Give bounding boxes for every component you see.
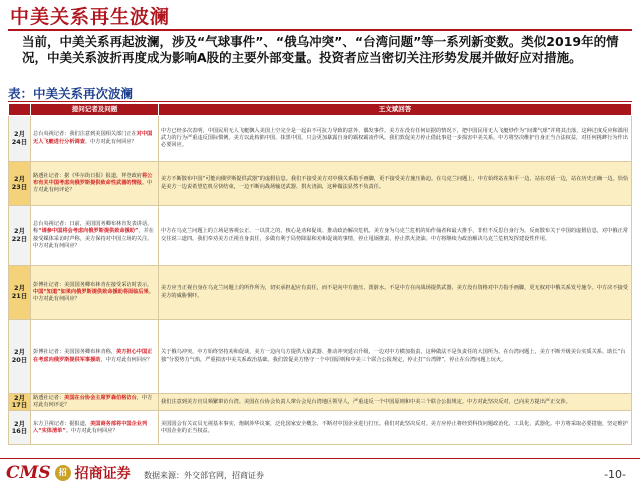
row-question: [31, 266, 159, 320]
row-question: [31, 116, 159, 162]
table-row: [9, 162, 632, 206]
logo-cms-text: CMS: [6, 463, 51, 483]
table-row: [9, 411, 632, 445]
header-answer: 王文斌回答: [159, 104, 632, 116]
table-body: [9, 116, 632, 445]
question-text-end: 。中方对此有何回应？: [84, 138, 137, 145]
header-question: 提问记者及问题: [31, 104, 159, 116]
question-highlight: 中国“知道”如果向俄罗斯提供致命援助将面临后果: [33, 288, 149, 295]
table-row: [9, 394, 632, 411]
question-text-end: ，中方对此有何评论？: [33, 395, 153, 409]
row-answer: 美方不断散布中国“可能向俄罗斯提供武器”的虚假信息。我们不接受美方对中俄关系指手画脚，更不接受美方施压胁迫。在乌克兰问题上，中方始终站在和平一边、站在对话一边，站在历史正确一边。恰恰是美方一边说希望危机尽快结束，一边不断向战场输送武器、拱火浇油，这种做法显然不负责任。: [159, 162, 632, 206]
row-answer: 美方应当正视自身在乌克兰问题上的所作所为，切实承担起应有责任，而不是向中方施压、泼脏水。不是中方在向战场提供武器，美方没有资格对中方指手画脚，更无权对中俄关系发号施令。中方决不接受美方的威胁恫吓。: [159, 266, 632, 320]
row-question: [31, 206, 159, 266]
row-date: 2月20日: [9, 320, 31, 394]
row-date: 2月16日: [9, 411, 31, 445]
table-row: [9, 206, 632, 266]
row-date: 2月21日: [9, 266, 31, 320]
question-text: 彭博社记者：美国国务卿布林肯在接受采访时表示，: [33, 281, 153, 288]
row-question: [31, 394, 159, 411]
table-row: [9, 320, 632, 394]
page-number: -10-: [604, 468, 626, 481]
row-date: 2月17日: [9, 394, 31, 411]
question-text: 总台央视记者：我们注意到美国相关部门正在: [33, 131, 137, 138]
row-date: 2月24日: [9, 116, 31, 162]
page-title: 中美关系再生波澜: [10, 6, 171, 28]
brand-logo: [6, 463, 131, 483]
question-text-end: ，中方对此有何回应？: [100, 356, 153, 363]
row-question: [31, 411, 159, 445]
row-answer: 中方在乌克兰问题上的立场是客观公正、一以贯之的，核心是劝和促谈、推动政治解决危机。美方身为乌克兰危机的始作俑者和最大推手，非但不反思自身行为，反而散布关于中国的虚假信息，对中俄正常交往说三道四。我们奉劝美方正视自身责任，多做有利于局势降温和劝和促谈的事情，停止甩锅推责、停止拱火浇油。中方将继续为政治解决乌克兰危机发挥建设性作用。: [159, 206, 632, 266]
question-text: 路透社记者：: [33, 395, 65, 401]
header-date: [9, 104, 31, 116]
data-source: 数据来源：外交部官网，招商证券: [144, 471, 264, 480]
question-highlight: 将公布有关中国考虑向俄罗斯提供致命性武器的情报: [33, 172, 153, 186]
intro-paragraph: 当前，中美关系再起波澜，涉及“气球事件”、“俄乌冲突”、“台湾问题”等一系列新变数。类似2019年的情况，中美关系波折再度成为影响A股的主要外部变量。投资者应当密切关注形势发展并做好应对措施。: [22, 34, 619, 65]
table-row: [9, 266, 632, 320]
row-question: [31, 162, 159, 206]
question-highlight: 美国商务部将中国企业列入“实体清单”: [33, 420, 148, 434]
row-date: 2月22日: [9, 206, 31, 266]
row-answer: 中方已经多次表明，中国民用无人飞艇飘入美国上空完全是一起由不可抗力导致的意外、偶发事件。美方在没有任何证据的情况下，把中国民用无人飞艇炒作为“间谍气球”并将其击落，这种过度反应和滥用武力的行为严重违反国际惯例。美方以此构陷中国、抹黑中国，只会更加暴露自身的霸权霸凌作风。我们敦促美方停止借此事进一步损害中美关系。中方将坚决维护自身正当合法权益，对任何挑衅行为作出必要回应。: [159, 116, 632, 162]
table-caption: 表：中美关系再次波澜: [8, 86, 134, 101]
question-highlight: 美方担心中国正在考虑向俄罗斯提供军事援助: [33, 349, 153, 363]
question-text: 彭博社记者：美国国务卿布林肯称，: [33, 349, 117, 356]
question-text: 东方卫视记者：据报道，: [33, 420, 91, 427]
relations-table: [8, 103, 632, 445]
row-answer: 我们注意到美方官员频繁窜访台湾。美国在台协会负责人窜台会见台湾地区领导人，严重违反一个中国原则和中美三个联合公报规定。中方对此坚决反对，已向美方提出严正交涉。: [159, 394, 632, 411]
row-answer: 美国国会有关议员无视基本事实，炮制涉华议案，泛化国家安全概念，不断对中国企业进行打压。我们对此坚决反对。美方应停止将经贸科技问题政治化、工具化、武器化。中方将采取必要措施，坚定维护中国企业的正当权益。: [159, 411, 632, 445]
row-date: 2月23日: [9, 162, 31, 206]
question-text: 总台央视记者：日前，美国国务卿布林肯发表讲话，称: [33, 221, 153, 235]
question-text: 路透社记者：据《华尔街日报》报道，拜登政府: [33, 172, 142, 179]
logo-company-name: 招商证券: [74, 466, 131, 482]
question-text-end: 。中方对此有何回应？: [65, 427, 118, 434]
logo-emblem-icon: 招: [55, 465, 71, 481]
title-divider: [8, 29, 632, 31]
question-text-end: 。中方对此有何评论？: [33, 179, 153, 194]
footer-divider: [0, 458, 640, 459]
question-highlight: 美国在台协会主席罗森伯格访台: [64, 395, 137, 401]
question-text-end: 。中方对此有何回应？: [33, 288, 154, 303]
question-text-end: ，并在接受媒体采访时声称，美方保持对中国立场的关注。中方对此有何回应？: [33, 228, 154, 249]
row-question: [31, 320, 159, 394]
caption-divider: [8, 101, 632, 102]
question-highlight: 对中国无人飞艇进行分析调查: [33, 131, 153, 145]
table-row: [9, 116, 632, 162]
question-highlight: “请参中国将会考虑向俄罗斯提供致命援助”: [38, 228, 139, 235]
row-answer: 关于俄乌冲突，中方始终坚持劝和促谈，美方一边向乌方提供大量武器、推动冲突延宕升级，一边对中方横加指责，这种做法不是负责任的大国所为。在台湾问题上，美方不断升级美台实质关系、助长“台独”分裂势力气焰，严重损害中美关系政治基础。我们敦促美方恪守一个中国原则和中美三个联合公报规定，停止打“台湾牌”，停止在台湾问题上玩火。: [159, 320, 632, 394]
table-header-row: [9, 104, 632, 116]
